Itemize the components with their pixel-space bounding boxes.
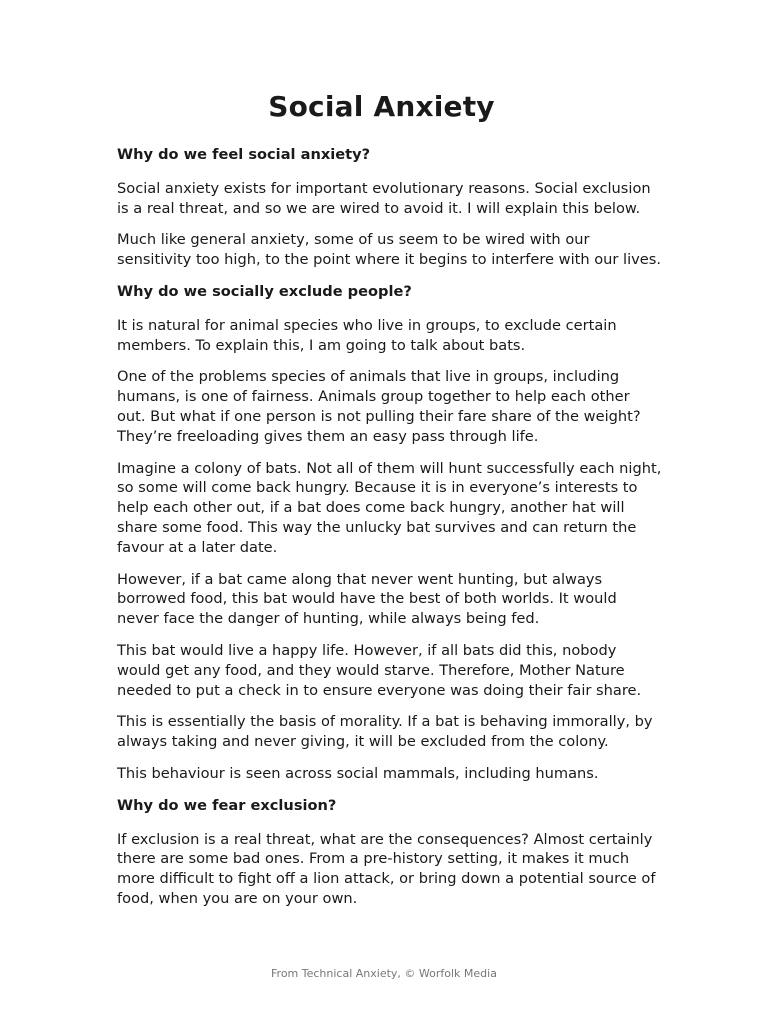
paragraph: However, if a bat came along that never went hunting, but always borrowed food, this bat would have the best of both worlds. It would never face the danger of hunting, while always being fed. — [117, 570, 617, 628]
section-heading: Why do we feel social anxiety? — [117, 146, 371, 163]
paragraph: One of the problems species of animals that live in groups, including humans, is one of fairness. Animals group together to help each other out. But what if one person is not pulling their fare share of the weight? They’re freeloading gives them an easy pass through life. — [117, 368, 641, 445]
paragraph: It is natural for animal species who live in groups, to exclude certain members. To explain this, I am going to talk about bats. — [117, 316, 617, 354]
paragraph: Imagine a colony of bats. Not all of them will hunt successfully each night, so some will come back hungry. Because it is in everyone’s interests to help each other out, if a bat does come back hungry, another hat will share some food. This way the unlucky bat survives and can return the favour at a later date. — [117, 459, 662, 556]
paragraph: Much like general anxiety, some of us seem to be wired with our sensitivity too high, to the point where it begins to interfere with our lives. — [117, 231, 662, 269]
paragraph: Social anxiety exists for important evolutionary reasons. Social exclusion is a real threat, and so we are wired to avoid it. I will explain this below. — [117, 179, 651, 217]
paragraph: This bat would live a happy life. However, if all bats did this, nobody would get any food, and they would starve. Therefore, Mother Nature needed to put a check in to ensure everyone was doing their fair share. — [117, 641, 642, 699]
section-heading: Why do we fear exclusion? — [117, 796, 337, 814]
page-title: Social Anxiety — [268, 90, 495, 123]
document-page — [117, 90, 662, 921]
paragraph: If exclusion is a real threat, what are the consequences? Almost certainly there are some bad ones. From a pre-history setting, it makes it much more difficult to fight off a lion attack, or bring down a potential source of food, when you are on your own. — [117, 830, 656, 907]
section-heading: Why do we socially exclude people? — [117, 282, 412, 300]
paragraph: This is essentially the basis of morality. If a bat is behaving immorally, by always taking and never giving, it will be excluded from the colony. — [117, 713, 653, 751]
page-footer: From Technical Anxiety, © Worfolk Media — [271, 967, 497, 980]
paragraph: This behaviour is seen across social mammals, including humans. — [117, 764, 599, 782]
